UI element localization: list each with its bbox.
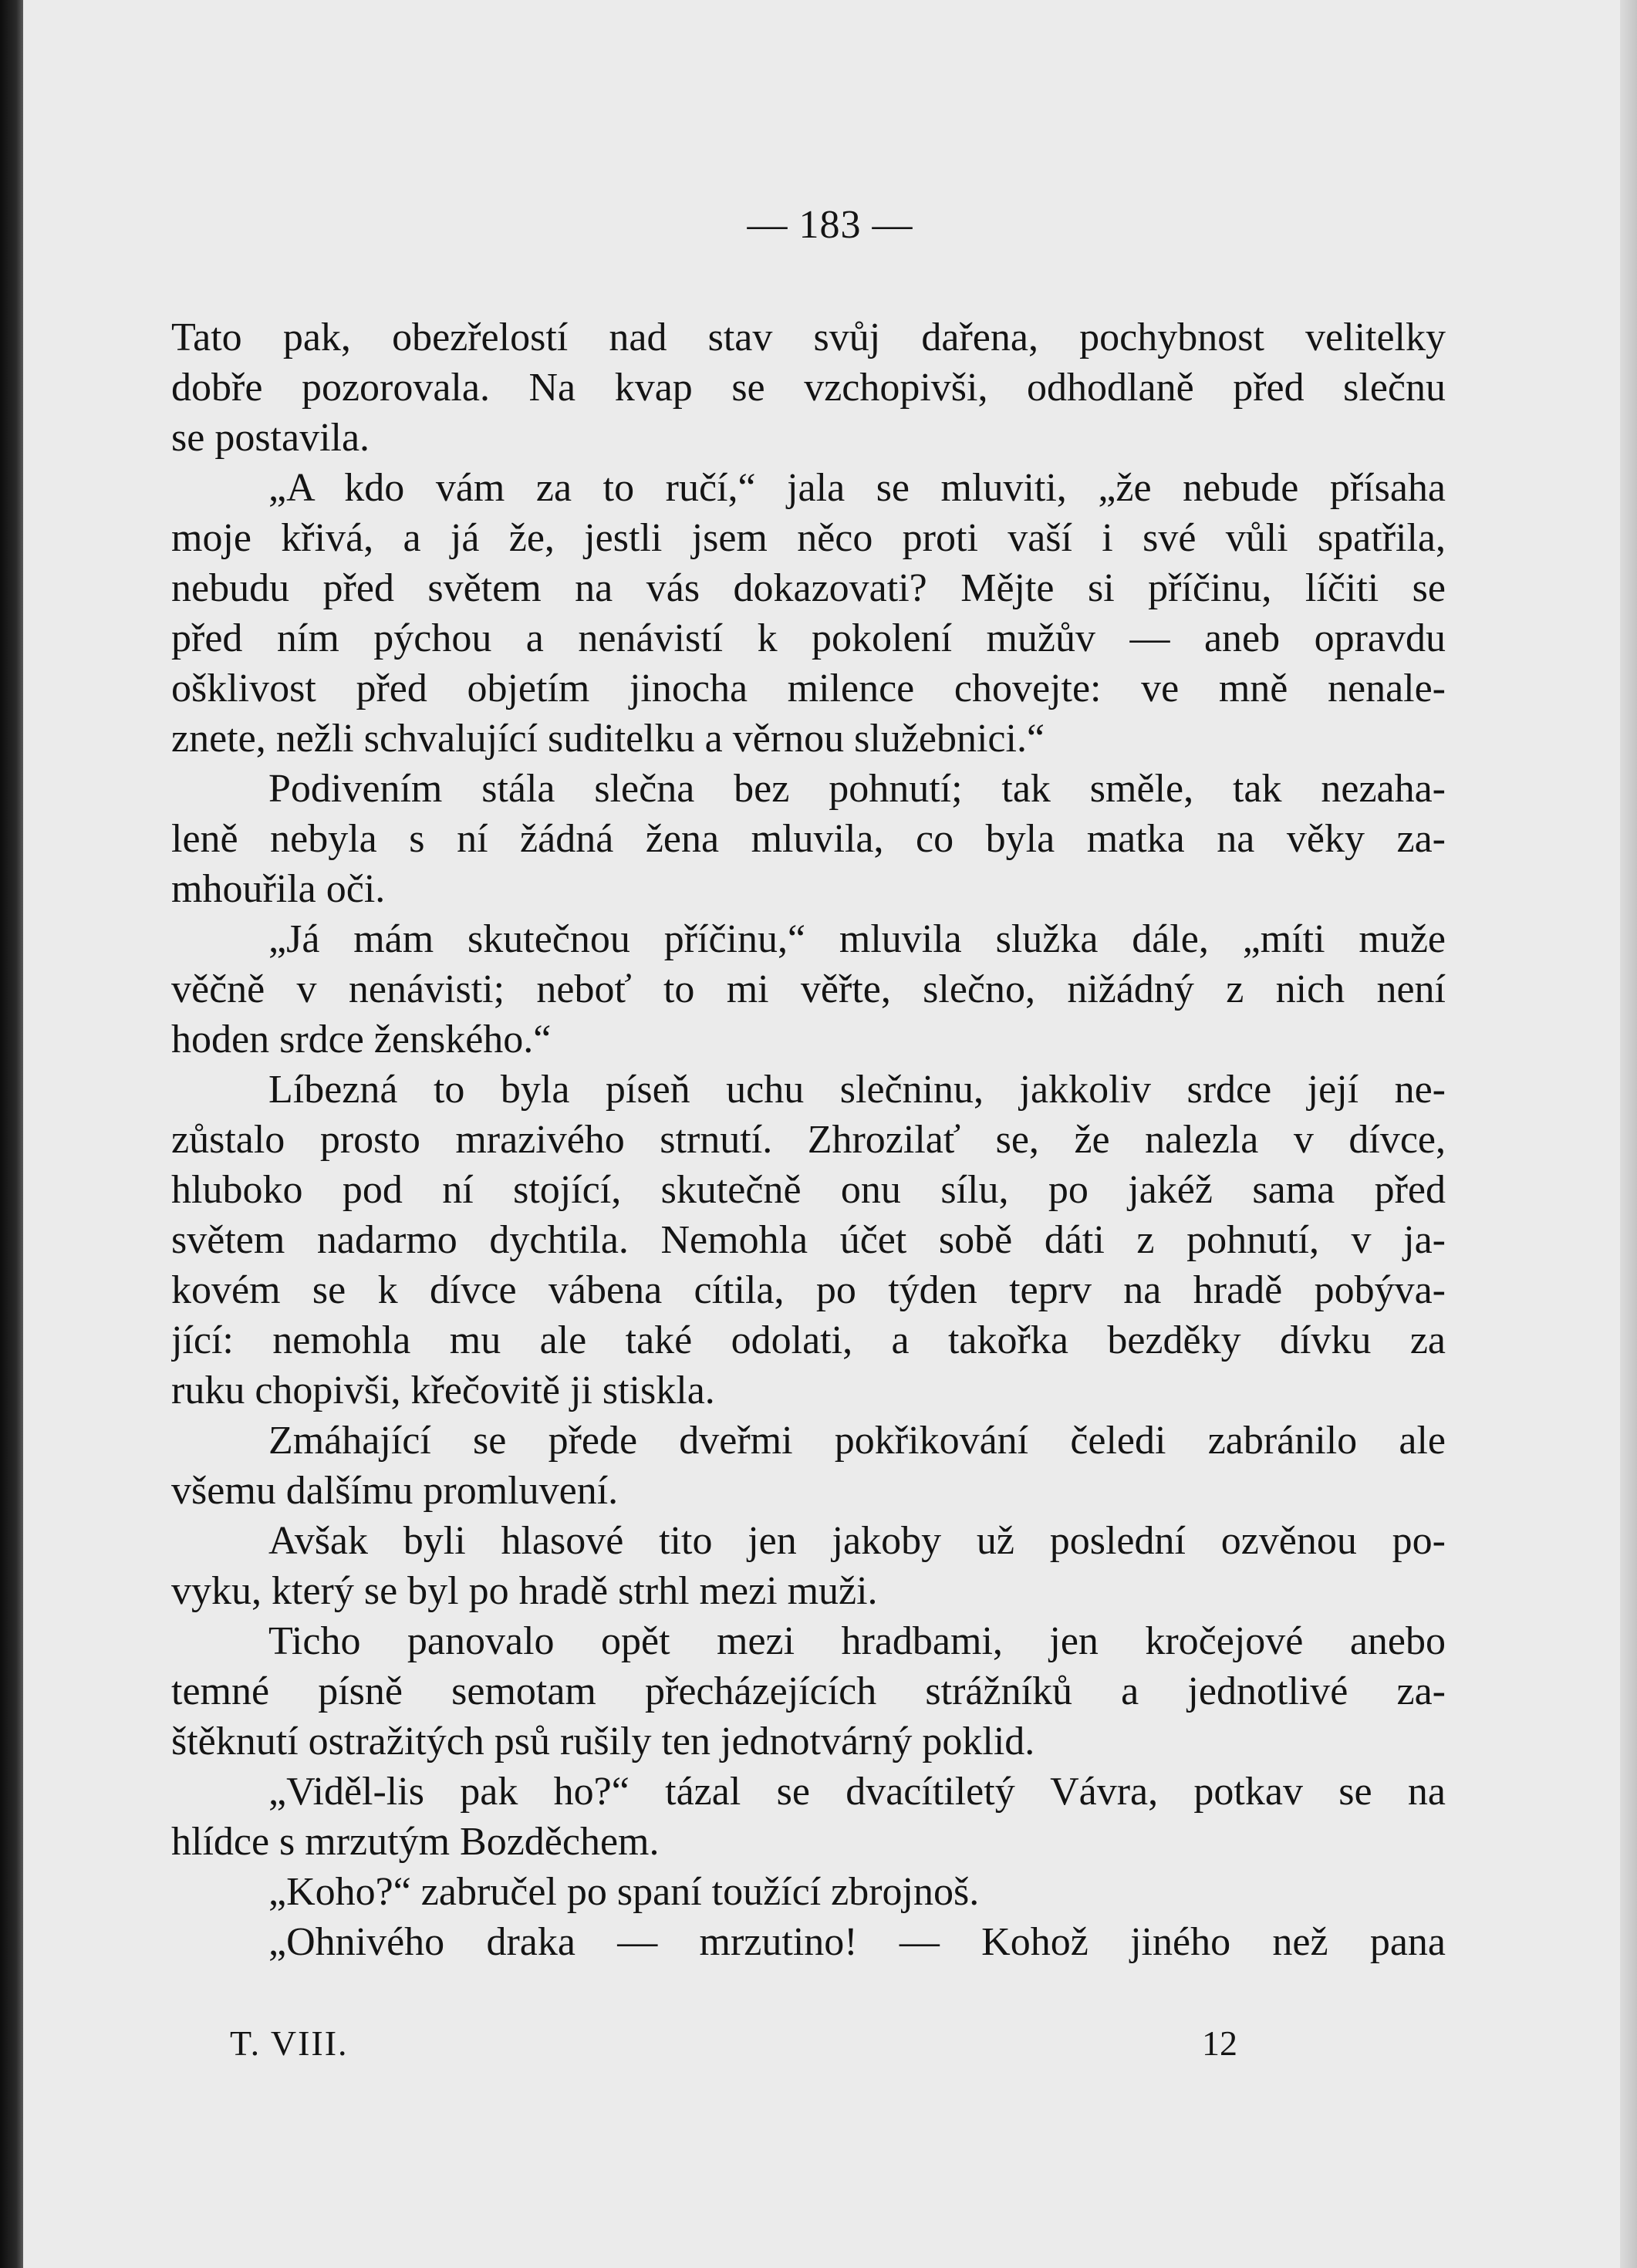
text-line: hlídce s mrzutým Bozděchem.	[171, 1820, 660, 1864]
text-line: Ticho panovalo opět mezi hradbami, jen kročejové anebo	[268, 1619, 1446, 1663]
text-line: jící: nemohla mu ale také odolati, a takořka bezděky dívku za	[171, 1318, 1446, 1362]
text-line: mhouřila oči.	[171, 867, 386, 911]
body-text	[171, 312, 1446, 1967]
text-line: kovém se k dívce vábena cítila, po týden teprv na hradě pobýva-	[171, 1268, 1446, 1312]
text-line: dobře pozorovala. Na kvap se vzchopivši, odhodlaně před slečnu	[171, 366, 1446, 410]
text-line: Líbezná to byla píseň uchu slečninu, jakkoliv srdce její ne-	[268, 1068, 1446, 1112]
text-line: „Ohnivého draka — mrzutino! — Kohož jiného než pana	[268, 1920, 1446, 1964]
text-line: „Koho?“ zabručel po spaní toužící zbrojnoš.	[268, 1870, 980, 1914]
text-line: ošklivost před objetím jinocha milence chovejte: ve mně nenale-	[171, 667, 1446, 710]
text-line: Avšak byli hlasové tito jen jakoby už poslední ozvěnou po-	[268, 1519, 1446, 1563]
text-line: před ním pýchou a nenávistí k pokolení mužův — aneb opravdu	[171, 616, 1446, 660]
text-line: „Viděl-lis pak ho?“ tázal se dvacítiletý Vávra, potkav se na	[268, 1770, 1446, 1814]
text-line: se postavila.	[171, 416, 370, 460]
text-line: všemu dalšímu promluvení.	[171, 1469, 619, 1513]
text-line: věčně v nenávisti; neboť to mi věřte, slečno, nižádný z nich není	[171, 967, 1446, 1011]
signature-mark: T. VIII.	[230, 2023, 349, 2063]
text-line: ruku chopivši, křečovitě ji stiskla.	[171, 1369, 715, 1412]
text-line: „Já mám skutečnou příčinu,“ mluvila služka dále, „míti muže	[268, 917, 1446, 961]
text-line: temné písně semotam přecházejících strážníků a jednotlivé za-	[171, 1669, 1446, 1713]
text-line: „A kdo vám za to ručí,“ jala se mluviti, „že nebude přísaha	[268, 466, 1446, 510]
page-number: — 183 —	[747, 203, 913, 247]
text-line: leně nebyla s ní žádná žena mluvila, co byla matka na věky za-	[171, 817, 1446, 861]
book-page	[23, 0, 1637, 2268]
text-line: Tato pak, obezřelostí nad stav svůj dařena, pochybnost velitelky	[171, 316, 1446, 359]
sheet-number: 12	[1202, 2023, 1237, 2063]
text-line: nebudu před světem na vás dokazovati? Mějte si příčinu, líčiti se	[171, 566, 1446, 610]
text-line: Podivením stála slečna bez pohnutí; tak směle, tak nezaha-	[268, 767, 1446, 811]
text-line: štěknutí ostražitých psů rušily ten jednotvárný poklid.	[171, 1720, 1035, 1763]
text-line: zůstalo prosto mrazivého strnutí. Zhrozilať se, že nalezla v dívce,	[171, 1118, 1446, 1162]
text-line: hluboko pod ní stojící, skutečně onu sílu, po jakéž sama před	[171, 1168, 1446, 1212]
text-line: Zmáhající se přede dveřmi pokřikování čeledi zabránilo ale	[268, 1419, 1446, 1463]
text-line: vyku, který se byl po hradě strhl mezi muži.	[171, 1569, 878, 1613]
text-line: znete, nežli schvalující suditelku a věrnou služebnici.“	[171, 717, 1045, 761]
book-gutter-edge	[0, 0, 23, 2268]
page-edge	[1620, 0, 1637, 2268]
text-line: hoden srdce ženského.“	[171, 1018, 552, 1061]
text-line: světem nadarmo dychtila. Nemohla účet sobě dáti z pohnutí, v ja-	[171, 1218, 1446, 1262]
text-line: moje křivá, a já že, jestli jsem něco proti vaší i své vůli spatřila,	[171, 516, 1446, 560]
